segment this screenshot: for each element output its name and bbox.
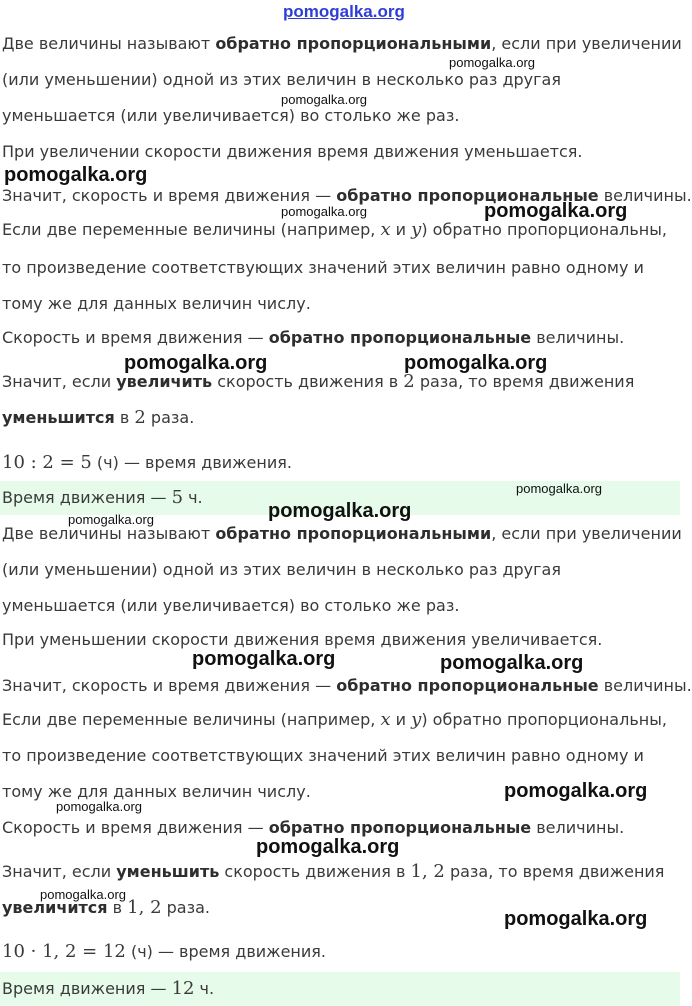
watermark: pomogalka.org	[504, 780, 648, 802]
watermark: pomogalka.org	[56, 799, 142, 814]
watermark: pomogalka.org	[256, 836, 400, 858]
p2-property-line3: тому же для данных величин числу.	[2, 782, 311, 801]
p2-relation: Скорость и время движения — обратно пропорциональные величины.	[2, 818, 625, 837]
watermark: pomogalka.org	[281, 92, 367, 107]
p1-answer: Время движения — 5 ч.	[0, 481, 680, 515]
watermark: pomogalka.org	[68, 512, 154, 527]
p1-definition-line2: (или уменьшении) одной из этих величин в несколько раз другая	[2, 70, 561, 89]
watermark: pomogalka.org	[40, 887, 126, 902]
watermark: pomogalka.org	[281, 204, 367, 219]
p1-relation: Скорость и время движения — обратно пропорциональные величины.	[2, 328, 625, 347]
p2-definition-line1: Две величины называют обратно пропорциональными, если при увеличении	[2, 524, 682, 543]
p2-statement: При уменьшении скорости движения время движения увеличивается.	[2, 630, 603, 649]
p2-definition-line2: (или уменьшении) одной из этих величин в несколько раз другая	[2, 560, 561, 579]
p2-reasoning-line2: увеличится в 1, 2 раза.	[2, 897, 210, 918]
p1-reasoning-line1: Значит, если увеличить скорость движения в 2 раза, то время движения	[2, 371, 635, 392]
p1-definition-line1: Две величины называют обратно пропорциональными, если при увеличении	[2, 34, 682, 53]
p2-property-line1: Если две переменные величины (например, x и y) обратно пропорциональны,	[2, 709, 667, 730]
p1-reasoning-line2: уменьшится в 2 раза.	[2, 407, 195, 428]
p1-statement: При увеличении скорости движения время движения уменьшается.	[2, 142, 583, 161]
watermark: pomogalka.org	[449, 55, 535, 70]
watermark: pomogalka.org	[268, 500, 412, 522]
p1-definition-line3: уменьшается (или увеличивается) во столько же раз.	[2, 106, 460, 125]
p2-conclusion: Значит, скорость и время движения — обратно пропорциональные величины.	[2, 676, 692, 695]
p1-property-line3: тому же для данных величин числу.	[2, 294, 311, 313]
p1-conclusion: Значит, скорость и время движения — обратно пропорциональные величины.	[2, 186, 692, 205]
p2-answer: Время движения — 12 ч.	[0, 972, 680, 1006]
p2-property-line2: то произведение соответствующих значений этих величин равно одному и	[2, 746, 644, 765]
watermark: pomogalka.org	[192, 648, 336, 670]
p1-property-line2: то произведение соответствующих значений этих величин равно одному и	[2, 258, 644, 277]
p2-definition-line3: уменьшается (или увеличивается) во столько же раз.	[2, 596, 460, 615]
watermark: pomogalka.org	[516, 481, 602, 496]
watermark: pomogalka.org	[4, 164, 148, 186]
watermark-link[interactable]: pomogalka.org	[283, 2, 405, 21]
p2-calculation: 10 · 1, 2 = 12 (ч) — время движения.	[2, 941, 326, 962]
watermark: pomogalka.org	[504, 908, 648, 930]
p1-property-line1: Если две переменные величины (например, x и y) обратно пропорциональны,	[2, 219, 667, 240]
watermark: pomogalka.org	[404, 352, 548, 374]
p2-reasoning-line1: Значит, если уменьшить скорость движения в 1, 2 раза, то время движения	[2, 861, 665, 882]
watermark: pomogalka.org	[440, 652, 584, 674]
watermark: pomogalka.org	[124, 352, 268, 374]
watermark: pomogalka.org	[484, 200, 628, 222]
p1-calculation: 10 : 2 = 5 (ч) — время движения.	[2, 452, 292, 473]
